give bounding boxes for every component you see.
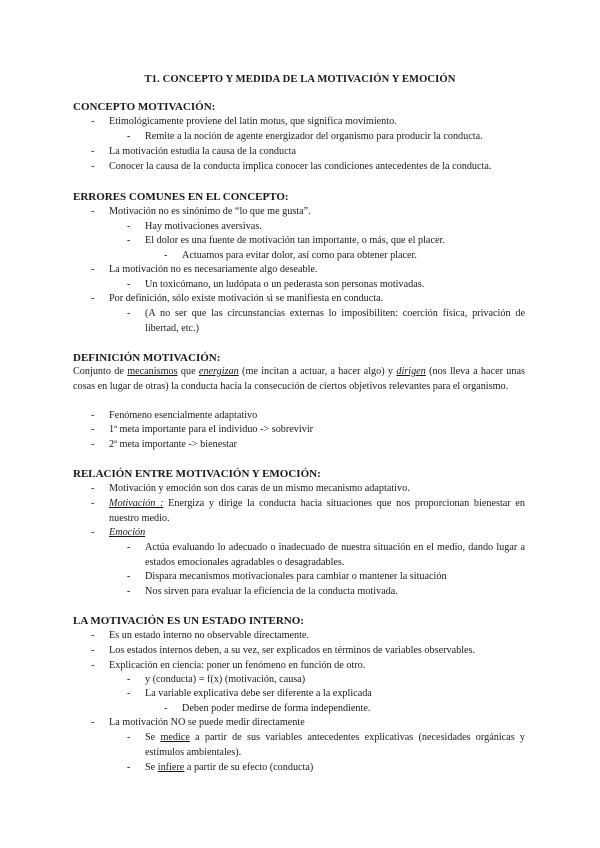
heading-concepto-motivacion: CONCEPTO MOTIVACIÓN: (73, 101, 216, 113)
list-item: 2ª meta importante -> bienestar (109, 439, 237, 450)
document-title: T1. CONCEPTO Y MEDIDA DE LA MOTIVACIÓN Y EMOCIÓN (144, 74, 456, 85)
list-item: Actúa evaluando lo adecuado o inadecuado de nuestra situación en el medio, dando lugar a estados emocionales agradables o desagradables. (145, 542, 525, 568)
heading-estado-interno: LA MOTIVACIÓN ES UN ESTADO INTERNO: (73, 615, 304, 627)
bullet-dash: - (91, 483, 95, 494)
bullet-dash: - (91, 527, 95, 538)
list-item: Fenómeno esencialmente adaptativo (109, 410, 258, 421)
list-item: Explicación en ciencia: poner un fenómeno en función de otro. (109, 660, 366, 671)
list-item: Hay motivaciones aversivas. (145, 221, 262, 232)
list-item: Nos sirven para evaluar la eficiencia de la conducta motivada. (145, 586, 398, 597)
bullet-dash: - (91, 116, 95, 127)
list-item: (A no ser que las circunstancias externas lo imposibiliten: coerción física, privación de libertad, etc.) (145, 308, 525, 334)
bullet-dash: - (164, 703, 168, 714)
list-item: Etimológicamente proviene del latín motus, que significa movimiento. (109, 116, 397, 127)
bullet-dash: - (91, 161, 95, 172)
bullet-dash: - (127, 221, 131, 232)
list-item: Dispara mecanismos motivacionales para cambiar o mantener la situación (145, 571, 447, 582)
list-item: Se medice a partir de sus variables antecedentes explicativas (necesidades orgánicas y estímulos ambientales). (145, 732, 525, 758)
bullet-dash: - (127, 732, 131, 743)
definition-paragraph: Conjunto de mecanismos que energizan (me incitan a actuar, a hacer algo) y dirigen (nos lleva a hacer unas cosas en lugar de otras) la conducta hacia la consecución de ciertos objetivos relevantes para el organismo. (73, 366, 525, 392)
bullet-dash: - (127, 688, 131, 699)
bullet-dash: - (91, 264, 95, 275)
list-item: El dolor es una fuente de motivación tan importante, o más, que el placer. (145, 235, 445, 246)
bullet-dash: - (91, 660, 95, 671)
bullet-dash: - (91, 498, 95, 509)
list-item: La motivación no es necesariamente algo deseable. (109, 264, 318, 275)
bullet-dash: - (127, 131, 131, 142)
bullet-dash: - (127, 235, 131, 246)
bullet-dash: - (127, 542, 131, 553)
list-item: Un toxicómano, un ludópata o un pederasta son personas motivadas. (145, 279, 425, 290)
list-item: Motivación y emoción son dos caras de un mismo mecanismo adaptativo. (109, 483, 410, 494)
list-item: Se infiere a partir de su efecto (conducta) (145, 762, 314, 773)
list-item: 1ª meta importante para el individuo -> sobrevivir (109, 424, 314, 435)
list-item: La motivación NO se puede medir directamente (109, 717, 305, 728)
list-item: Actuamos para evitar dolor, así como para obtener placer. (182, 250, 417, 261)
list-item: Motivación : Energiza y dirige la conducta hacia situaciones que nos proporcionan bienestar en nuestro medio. (109, 498, 526, 524)
heading-relacion-motivacion-emocion: RELACIÓN ENTRE MOTIVACIÓN Y EMOCIÓN: (73, 468, 321, 480)
heading-definicion-motivacion: DEFINICIÓN MOTIVACIÓN: (73, 352, 221, 364)
bullet-dash: - (91, 293, 95, 304)
bullet-dash: - (91, 424, 95, 435)
list-item: Motivación no es sinónimo de “lo que me gusta”. (109, 206, 311, 217)
bullet-dash: - (91, 439, 95, 450)
list-item: Por definición, sólo existe motivación si se manifiesta en conducta. (109, 293, 384, 304)
bullet-dash: - (91, 206, 95, 217)
bullet-dash: - (127, 762, 131, 773)
list-item: Es un estado interno no observable directamente. (109, 630, 310, 641)
list-item-emocion-label: Emoción (109, 527, 146, 538)
bullet-dash: - (91, 630, 95, 641)
bullet-dash: - (127, 308, 131, 319)
heading-errores-comunes: ERRORES COMUNES EN EL CONCEPTO: (73, 191, 289, 203)
list-item: Los estados internos deben, a su vez, ser explicados en términos de variables observables. (109, 645, 476, 656)
list-item: Deben poder medirse de forma independiente. (182, 703, 371, 714)
bullet-dash: - (127, 586, 131, 597)
list-item: La motivación estudia la causa de la conducta (109, 146, 296, 157)
bullet-dash: - (164, 250, 168, 261)
list-item: Conocer la causa de la conducta implica conocer las condiciones antecedentes de la conducta. (109, 161, 492, 172)
list-item: La variable explicativa debe ser diferente a la explicada (145, 688, 372, 699)
bullet-dash: - (91, 410, 95, 421)
bullet-dash: - (127, 674, 131, 685)
list-item: y (conducta) = f(x) (motivación, causa) (145, 674, 306, 685)
bullet-dash: - (91, 717, 95, 728)
bullet-dash: - (91, 645, 95, 656)
bullet-dash: - (91, 146, 95, 157)
bullet-dash: - (127, 571, 131, 582)
bullet-dash: - (127, 279, 131, 290)
list-item: Remite a la noción de agente energizador del organismo para producir la conducta. (145, 131, 483, 142)
